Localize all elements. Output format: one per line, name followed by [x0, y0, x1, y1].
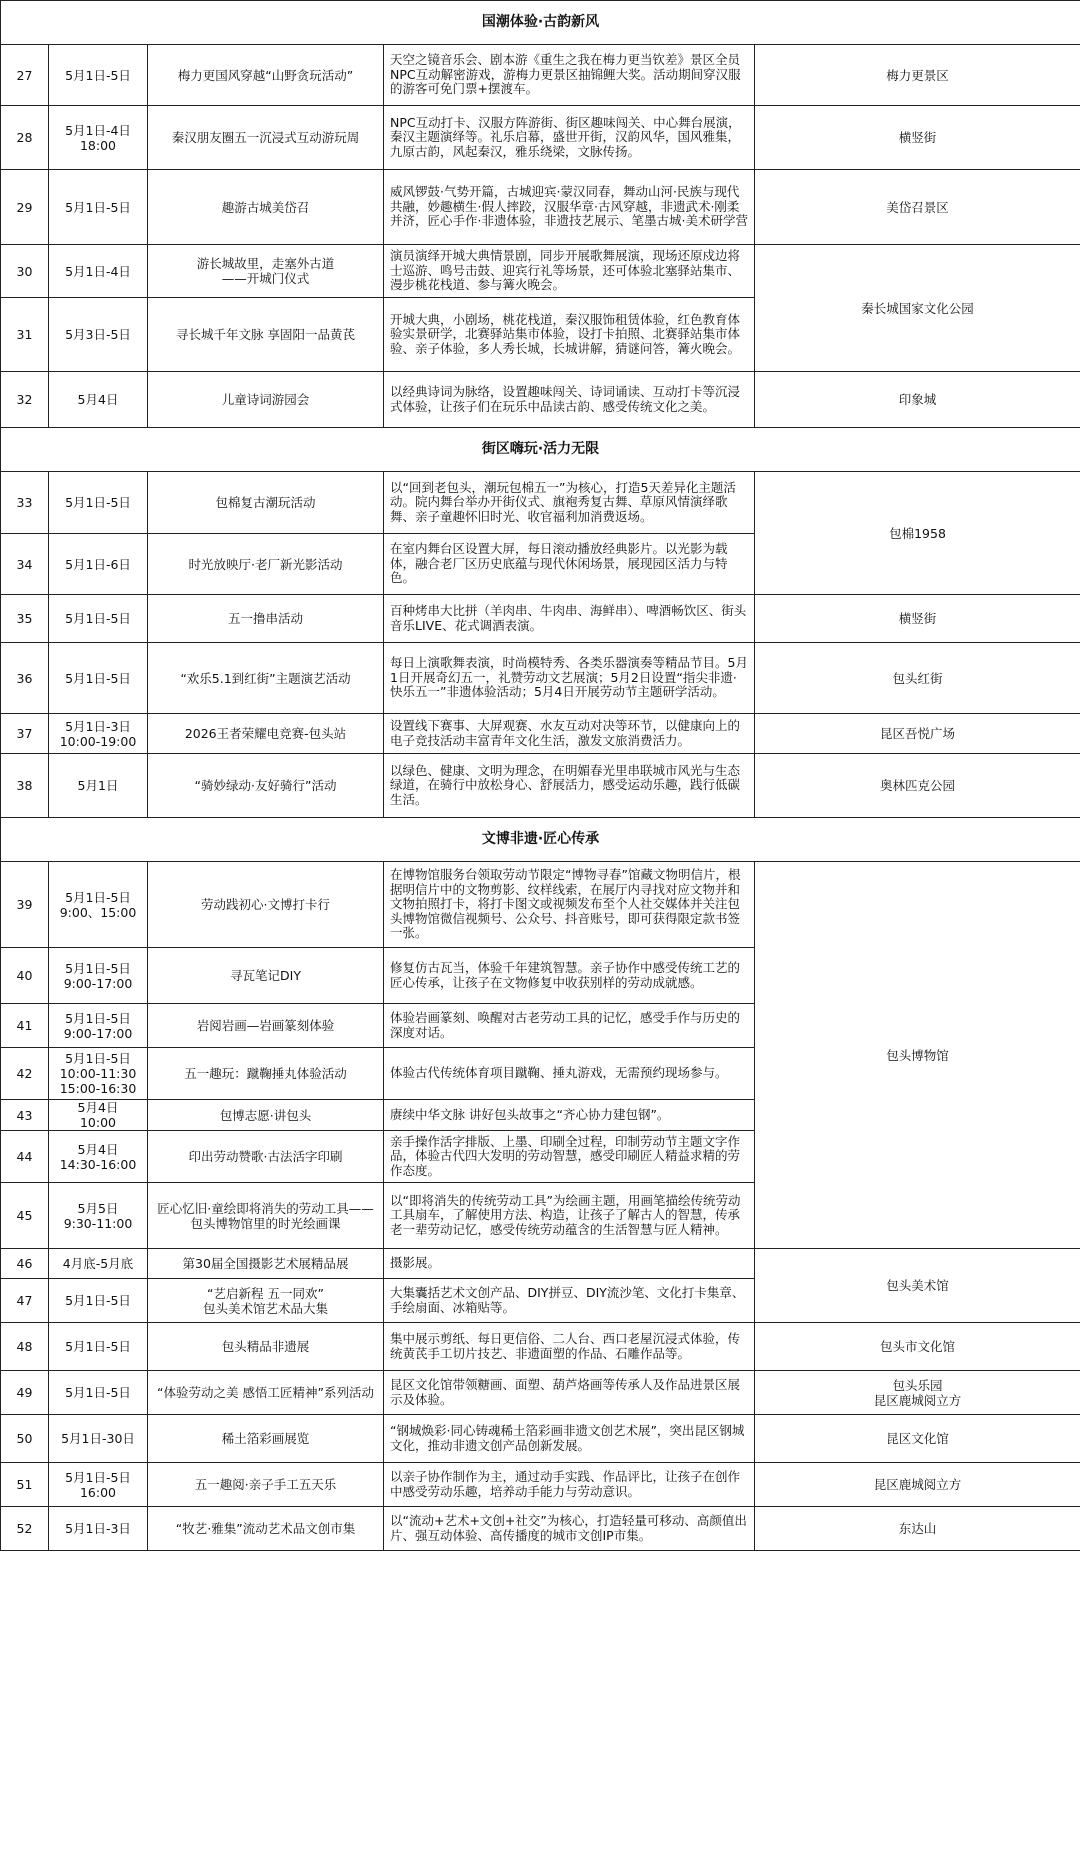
row-venue: 昆区鹿城阅立方 — [755, 1463, 1080, 1507]
row-number: 40 — [1, 948, 49, 1004]
row-date: 5月1日-5日 9:00、15:00 — [49, 862, 148, 948]
row-description: 修复仿古瓦当，体验千年建筑智慧。亲子协作中感受传统工艺的匠心传承，让孩子在文物修复中收获别样的劳动成就感。 — [384, 948, 755, 1004]
row-activity-name: 秦汉朋友圈五一沉浸式互动游玩周 — [148, 106, 384, 170]
row-number: 50 — [1, 1415, 49, 1463]
row-date: 5月1日-5日 — [49, 1323, 148, 1371]
row-number: 37 — [1, 714, 49, 754]
row-date: 5月1日-5日 — [49, 595, 148, 643]
row-number: 39 — [1, 862, 49, 948]
table-row — [1, 106, 1080, 170]
row-date: 5月1日-30日 — [49, 1415, 148, 1463]
row-number: 41 — [1, 1004, 49, 1048]
row-number: 43 — [1, 1100, 49, 1131]
row-date: 5月1日-4日 — [49, 245, 148, 298]
row-number: 48 — [1, 1323, 49, 1371]
table-row — [1, 643, 1080, 714]
row-venue: 梅力更景区 — [755, 45, 1080, 106]
row-number: 47 — [1, 1279, 49, 1323]
row-date: 5月1日-5日 16:00 — [49, 1463, 148, 1507]
row-activity-name: 五一趣阅·亲子手工五天乐 — [148, 1463, 384, 1507]
row-activity-name: “艺启新程 五一同欢” 包头美术馆艺术品大集 — [148, 1279, 384, 1323]
row-date: 5月1日-5日 — [49, 1279, 148, 1323]
table-row — [1, 170, 1080, 245]
row-date: 5月4日 10:00 — [49, 1100, 148, 1131]
row-date: 5月1日-5日 10:00-11:30 15:00-16:30 — [49, 1048, 148, 1100]
row-venue: 包头乐园 昆区鹿城阅立方 — [755, 1371, 1080, 1415]
row-description: 以亲子协作制作为主，通过动手实践、作品评比，让孩子在创作中感受劳动乐趣，培养动手能力与劳动意识。 — [384, 1463, 755, 1507]
row-description: 摄影展。 — [384, 1249, 755, 1279]
row-venue: 包棉1958 — [755, 472, 1080, 595]
row-description: “钢城焕彩·同心铸魂稀土箔彩画非遗文创艺术展”，突出昆区钢城文化，推动非遗文创产品创新发展。 — [384, 1415, 755, 1463]
row-number: 52 — [1, 1507, 49, 1551]
row-activity-name: 第30届全国摄影艺术展精品展 — [148, 1249, 384, 1279]
row-date: 5月4日 — [49, 372, 148, 428]
row-description: 体验岩画篆刻、唤醒对古老劳动工具的记忆，感受手作与历史的深度对话。 — [384, 1004, 755, 1048]
row-date: 5月1日-3日 — [49, 1507, 148, 1551]
row-number: 35 — [1, 595, 49, 643]
row-activity-name: 儿童诗词游园会 — [148, 372, 384, 428]
row-date: 4月底-5月底 — [49, 1249, 148, 1279]
row-number: 42 — [1, 1048, 49, 1100]
section-title: 文博非遗·匠心传承 — [1, 818, 1080, 862]
row-date: 5月1日-5日 — [49, 643, 148, 714]
section-header — [1, 818, 1080, 862]
row-activity-name: 时光放映厅·老厂新光影活动 — [148, 534, 384, 595]
row-date: 5月1日-5日 — [49, 472, 148, 534]
row-number: 38 — [1, 754, 49, 818]
row-date: 5月1日-5日 9:00-17:00 — [49, 1004, 148, 1048]
row-venue: 昆区吾悦广场 — [755, 714, 1080, 754]
row-activity-name: 游长城故里，走塞外古道 ——开城门仪式 — [148, 245, 384, 298]
row-description: 演员演绎开城大典情景剧，同步开展歌舞展演，现场还原戍边将士巡游、鸣号击鼓、迎宾行礼等场景，还可体验北塞驿站集市、漫步桃花栈道、参与篝火晚会。 — [384, 245, 755, 298]
row-activity-name: 寻长城千年文脉 享固阳一品黄芪 — [148, 298, 384, 372]
row-description: 威风锣鼓·气势开篇，古城迎宾·蒙汉同春，舞动山河·民族与现代共融，妙趣横生·假人摔跤，汉服华章·古风穿越，非遗武术·刚柔并济，匠心手作·非遗体验，非遗技艺展示、笔墨古城·美术研学营 — [384, 170, 755, 245]
row-activity-name: “欢乐5.1到红街”主题演艺活动 — [148, 643, 384, 714]
row-venue: 包头美术馆 — [755, 1249, 1080, 1323]
row-description: 以“流动+艺术+文创+社交”为核心，打造轻量可移动、高颜值出片、强互动体验、高传播度的城市文创IP市集。 — [384, 1507, 755, 1551]
row-activity-name: 岩阅岩画—岩画篆刻体验 — [148, 1004, 384, 1048]
row-description: 设置线下赛事、大屏观赛、水友互动对决等环节，以健康向上的电子竞技活动丰富青年文化生活，激发文旅消费活力。 — [384, 714, 755, 754]
row-venue: 横竖街 — [755, 595, 1080, 643]
row-date: 5月1日-5日 9:00-17:00 — [49, 948, 148, 1004]
table-row — [1, 1463, 1080, 1507]
row-activity-name: 五一撸串活动 — [148, 595, 384, 643]
row-number: 33 — [1, 472, 49, 534]
table-row — [1, 754, 1080, 818]
row-activity-name: 趣游古城美岱召 — [148, 170, 384, 245]
row-number: 27 — [1, 45, 49, 106]
row-description: 百种烤串大比拼（羊肉串、牛肉串、海鲜串）、啤酒畅饮区、街头音乐LIVE、花式调酒表演。 — [384, 595, 755, 643]
row-venue: 秦长城国家文化公园 — [755, 245, 1080, 372]
row-date: 5月1日-5日 — [49, 1371, 148, 1415]
row-activity-name: 劳动践初心·文博打卡行 — [148, 862, 384, 948]
row-number: 31 — [1, 298, 49, 372]
row-description: 每日上演歌舞表演，时尚模特秀、各类乐器演奏等精品节目。5月1日开展奇幻五一，礼赞劳动文艺展演；5月2日设置“指尖非遗·快乐五一”非遗体验活动；5月4日开展劳动节主题研学活动。 — [384, 643, 755, 714]
table-row — [1, 1371, 1080, 1415]
row-number: 28 — [1, 106, 49, 170]
row-date: 5月1日-6日 — [49, 534, 148, 595]
row-date: 5月1日-4日 18:00 — [49, 106, 148, 170]
table-row — [1, 372, 1080, 428]
row-activity-name: 2026王者荣耀电竞赛-包头站 — [148, 714, 384, 754]
table-row — [1, 472, 1080, 534]
row-description: NPC互动打卡、汉服方阵游街、街区趣味闯关、中心舞台展演，秦汉主题演绎等。礼乐启幕，盛世开街，汉韵风华，国风雅集，九原古韵，风起秦汉，雅乐绕梁，文脉传扬。 — [384, 106, 755, 170]
row-number: 34 — [1, 534, 49, 595]
table-row — [1, 1507, 1080, 1551]
row-description: 在室内舞台区设置大屏，每日滚动播放经典影片。以光影为载体，融合老厂区历史底蕴与现代休闲场景，展现园区活力与特色。 — [384, 534, 755, 595]
row-description: 以“即将消失的传统劳动工具”为绘画主题，用画笔描绘传统劳动工具扇车，了解使用方法、构造，让孩子了解古人的智慧，传承老一辈劳动记忆，感受传统劳动蕴含的生活智慧与匠人精神。 — [384, 1183, 755, 1249]
table-row — [1, 714, 1080, 754]
table-row — [1, 1323, 1080, 1371]
row-activity-name: 包头精品非遗展 — [148, 1323, 384, 1371]
section-header — [1, 428, 1080, 472]
row-activity-name: “骑妙绿动·友好骑行”活动 — [148, 754, 384, 818]
row-activity-name: 印出劳动赞歌·古法活字印刷 — [148, 1131, 384, 1183]
row-venue: 昆区文化馆 — [755, 1415, 1080, 1463]
row-activity-name: “牧艺·雅集”流动艺术品文创市集 — [148, 1507, 384, 1551]
row-date: 5月5日 9:30-11:00 — [49, 1183, 148, 1249]
section-header — [1, 1, 1080, 45]
row-number: 29 — [1, 170, 49, 245]
row-activity-name: 包棉复古潮玩活动 — [148, 472, 384, 534]
row-venue: 东达山 — [755, 1507, 1080, 1551]
row-activity-name: “体验劳动之美 感悟工匠精神”系列活动 — [148, 1371, 384, 1415]
row-number: 51 — [1, 1463, 49, 1507]
row-description: 集中展示剪纸、每日更信俗、二人台、西口老屋沉浸式体验，传统黄芪手工切片技艺、非遗面塑的作品、石雕作品等。 — [384, 1323, 755, 1371]
table-row — [1, 1249, 1080, 1279]
row-description: 昆区文化馆带领糖画、面塑、葫芦烙画等传承人及作品进景区展示及体验。 — [384, 1371, 755, 1415]
table-row — [1, 595, 1080, 643]
row-description: 体验古代传统体育项目蹴鞠、捶丸游戏，无需预约现场参与。 — [384, 1048, 755, 1100]
row-venue: 美岱召景区 — [755, 170, 1080, 245]
row-number: 32 — [1, 372, 49, 428]
row-date: 5月1日-5日 — [49, 45, 148, 106]
row-description: 天空之镜音乐会、剧本游《重生之我在梅力更当钦差》景区全员NPC互动解密游戏，游梅力更景区抽锦鲤大奖。活动期间穿汉服的游客可免门票+摆渡车。 — [384, 45, 755, 106]
row-number: 44 — [1, 1131, 49, 1183]
table-row — [1, 1415, 1080, 1463]
table-row — [1, 862, 1080, 948]
row-activity-name: 匠心忆旧·童绘即将消失的劳动工具——包头博物馆里的时光绘画课 — [148, 1183, 384, 1249]
section-title: 国潮体验·古韵新风 — [1, 1, 1080, 45]
row-venue: 包头博物馆 — [755, 862, 1080, 1249]
row-activity-name: 寻瓦笔记DIY — [148, 948, 384, 1004]
table-row — [1, 45, 1080, 106]
row-number: 45 — [1, 1183, 49, 1249]
row-description: 在博物馆服务台领取劳动节限定“博物寻春”馆藏文物明信片，根据明信片中的文物剪影、纹样线索，在展厅内寻找对应文物并和文物拍照打卡，将打卡图文或视频发布至个人社交媒体并关注包头博物馆微信视频号、公众号、抖音账号，即可获得限定款书签一张。 — [384, 862, 755, 948]
row-date: 5月1日-5日 — [49, 170, 148, 245]
row-venue: 包头市文化馆 — [755, 1323, 1080, 1371]
row-activity-name: 稀土箔彩画展览 — [148, 1415, 384, 1463]
row-description: 亲手操作活字排版、上墨、印刷全过程，印制劳动节主题文字作品，体验古代四大发明的劳动智慧，感受印刷匠人精益求精的劳作态度。 — [384, 1131, 755, 1183]
row-venue: 包头红街 — [755, 643, 1080, 714]
row-description: 开城大典，小剧场，桃花栈道，秦汉服饰租赁体验，红色教育体验实景研学，北赛驿站集市体验，设打卡拍照、北赛驿站集市体验、亲子体验，多人秀长城，长城讲解，猜谜问答，篝火晚会。 — [384, 298, 755, 372]
row-venue: 印象城 — [755, 372, 1080, 428]
row-number: 49 — [1, 1371, 49, 1415]
row-number: 46 — [1, 1249, 49, 1279]
row-date: 5月1日-3日 10:00-19:00 — [49, 714, 148, 754]
row-activity-name: 包博志愿·讲包头 — [148, 1100, 384, 1131]
row-number: 30 — [1, 245, 49, 298]
row-description: 以“回到老包头，潮玩包棉五一”为核心，打造5天差异化主题活动。院内舞台举办开街仪式、旗袍秀复古舞、草原风情演绎歌舞、亲子童趣怀旧时光、收官福利加消费返场。 — [384, 472, 755, 534]
row-venue: 奥林匹克公园 — [755, 754, 1080, 818]
section-title: 街区嗨玩·活力无限 — [1, 428, 1080, 472]
row-description: 赓续中华文脉 讲好包头故事之“齐心协力建包钢”。 — [384, 1100, 755, 1131]
row-number: 36 — [1, 643, 49, 714]
row-activity-name: 五一趣玩：蹴鞠捶丸体验活动 — [148, 1048, 384, 1100]
table-row — [1, 245, 1080, 298]
row-date: 5月4日 14:30-16:00 — [49, 1131, 148, 1183]
row-date: 5月3日-5日 — [49, 298, 148, 372]
row-venue: 横竖街 — [755, 106, 1080, 170]
row-description: 以绿色、健康、文明为理念，在明媚春光里串联城市风光与生态绿道，在骑行中放松身心、舒展活力，感受运动乐趣，践行低碳生活。 — [384, 754, 755, 818]
row-activity-name: 梅力更国风穿越“山野贪玩活动” — [148, 45, 384, 106]
row-description: 大集囊括艺术文创产品、DIY拼豆、DIY流沙笔、文化打卡集章、手绘扇面、冰箱贴等。 — [384, 1279, 755, 1323]
row-description: 以经典诗词为脉络，设置趣味闯关、诗词诵读、互动打卡等沉浸式体验，让孩子们在玩乐中品读古韵、感受传统文化之美。 — [384, 372, 755, 428]
row-date: 5月1日 — [49, 754, 148, 818]
